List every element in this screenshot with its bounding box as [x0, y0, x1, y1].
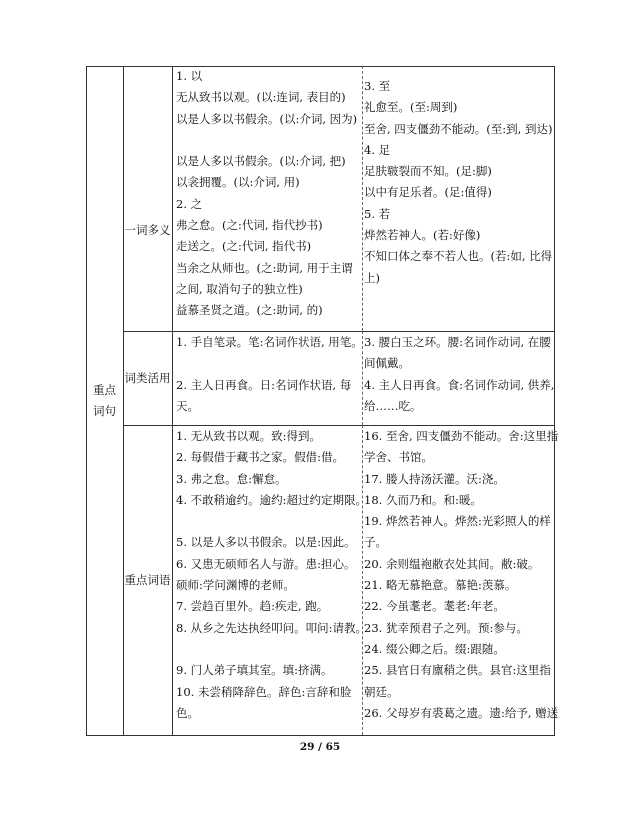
text-line [176, 353, 363, 374]
text-line: 礼愈至。(至:周到) [364, 100, 458, 115]
text-line: 给……吃。 [364, 398, 422, 413]
text-line: 1. 手自笔录。笔:名词作状语, 用笔。 [176, 335, 363, 349]
category-key-words: 重点词语 [124, 573, 171, 587]
text-line: 益慕圣贤之道。(之:助词, 的) [176, 303, 323, 318]
text-line: 21. 略无慕艳意。慕艳:羡慕。 [364, 578, 517, 593]
section-label-line1: 重点 [93, 383, 116, 397]
text-line: 足肤皲裂而不知。(足:脚) [364, 164, 492, 179]
text-line: 烨然若神人。(若:好像) [364, 228, 481, 243]
text-line: 弗之怠。(之:代词, 指代抄书) [176, 218, 323, 233]
text-line: 20. 余则缊袍敝衣处其间。敝:破。 [364, 556, 540, 571]
text-line: 23. 犹幸预君子之列。预:参与。 [364, 620, 528, 635]
text-line: 10. 未尝稍降辞色。辞色:言辞和脸 [176, 684, 352, 699]
text-line: 当余之从师也。(之:助词, 用于主谓 [176, 260, 353, 275]
text-line: 8. 从乡之先达执经叩问。叩问:请教。 [176, 620, 368, 635]
text-line: 3. 至 [364, 79, 391, 93]
word-class-left-column [176, 332, 363, 417]
text-line: 16. 至舍, 四支僵劲不能动。舍:这里指 [364, 429, 559, 443]
text-line: 5. 若 [364, 206, 391, 221]
text-line: 朝廷。 [364, 684, 399, 699]
text-line: 19. 烨然若神人。烨然:光彩照人的样 [364, 514, 551, 529]
text-line: 不知口体之奉不若人也。(若:如, 比得 [364, 249, 553, 264]
text-line: 17. 媵人持汤沃灌。沃:浇。 [364, 471, 505, 486]
text-line: 6. 又患无硕师名人与游。患:担心。 [176, 556, 356, 571]
text-line: 9. 门人弟子填其室。填:挤满。 [176, 663, 333, 678]
text-line: 之间, 取消句子的独立性) [176, 281, 303, 296]
text-line: 4. 足 [364, 142, 391, 157]
table-bottom-border [86, 735, 555, 736]
polysemy-left-column [176, 66, 357, 322]
text-line [176, 130, 357, 151]
text-line: 2. 主人日再食。日:名词作状语, 每 [176, 377, 352, 392]
text-line: 以是人多以书假余。(以:介词, 把) [176, 154, 346, 169]
text-line: 以衾拥覆。(以:介词, 用) [176, 175, 300, 190]
text-line: 26. 父母岁有裘葛之遗。遗:给予, 赠送 [364, 705, 559, 720]
text-line: 4. 不敢稍逾约。逾约:超过约定期限。 [176, 492, 368, 507]
text-line: 学舍、书馆。 [364, 450, 433, 465]
text-line: 至舍, 四支僵劲不能动。(至:到, 到达) [364, 121, 553, 136]
text-line: 2. 每假借于藏书之家。假借:借。 [176, 450, 345, 465]
text-line: 无从致书以观。(以:连词, 表目的) [176, 90, 346, 105]
text-line: 7. 尝趋百里外。趋:疾走, 跑。 [176, 599, 329, 614]
polysemy-right-column [364, 76, 552, 289]
text-line: 以是人多以书假余。(以:介词, 因为) [176, 111, 358, 126]
inner-divider-polysemy [362, 66, 363, 331]
key-words-right-column [364, 426, 558, 724]
column-divider-2 [172, 66, 173, 736]
text-line: 1. 无从致书以观。致:得到。 [176, 429, 322, 443]
page-number: 29 / 65 [299, 741, 341, 753]
text-line: 25. 县官日有廪稍之供。县官:这里指 [364, 663, 551, 678]
section-label-line2: 词句 [93, 404, 116, 418]
text-line: 上) [364, 270, 380, 285]
text-line: 4. 主人日再食。食:名词作动词, 供养, [364, 377, 555, 392]
section-label [86, 380, 123, 422]
column-divider-1 [123, 66, 124, 736]
text-line [176, 639, 367, 660]
text-line [176, 511, 367, 532]
text-line: 走送之。(之:代词, 指代书) [176, 239, 312, 254]
text-line: 子。 [364, 535, 387, 550]
text-line: 22. 今虽耄老。耄老:年老。 [364, 599, 505, 614]
key-words-left-column [176, 426, 367, 724]
text-line: 3. 腰白玉之环。腰:名词作动词, 在腰 [364, 335, 551, 349]
text-line: 天。 [176, 398, 199, 413]
category-word-class: 词类活用 [124, 371, 171, 385]
text-line: 3. 弗之怠。怠:懈怠。 [176, 471, 287, 486]
text-line: 硕师:学问渊博的老师。 [176, 578, 295, 593]
text-line: 以中有足乐者。(足:值得) [364, 185, 492, 200]
text-line: 色。 [176, 705, 199, 720]
text-line: 24. 缀公卿之后。缀:跟随。 [364, 641, 505, 656]
text-line: 18. 久而乃和。和:暖。 [364, 492, 482, 507]
text-line: 2. 之 [176, 196, 203, 211]
category-polysemy: 一词多义 [124, 223, 171, 237]
text-line: 5. 以是人多以书假余。以是:因此。 [176, 535, 356, 550]
word-class-right-column [364, 332, 554, 417]
text-line: 1. 以 [176, 69, 203, 83]
text-line: 间佩戴。 [364, 356, 410, 371]
